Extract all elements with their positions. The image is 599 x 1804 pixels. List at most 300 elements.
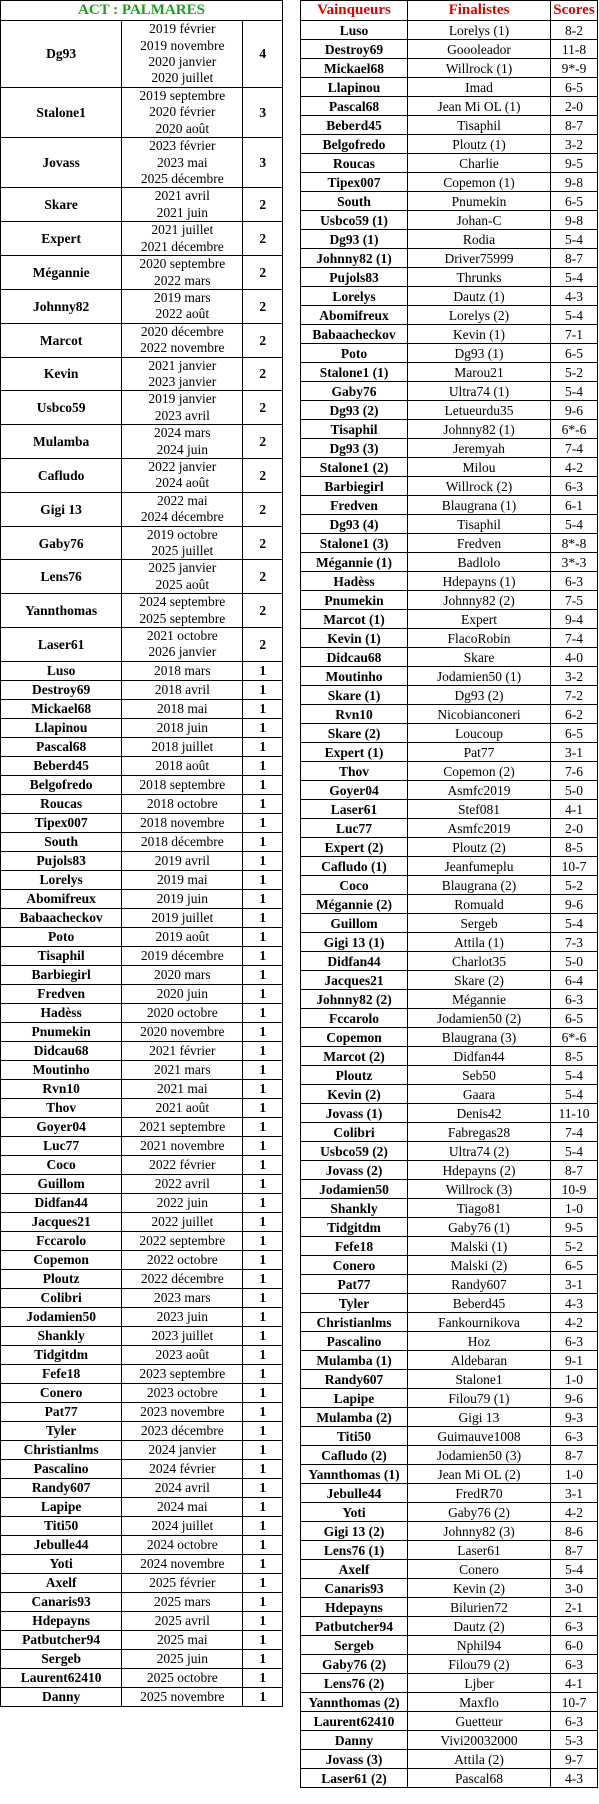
win-dates [122, 756, 243, 775]
result-row [301, 1712, 598, 1731]
palmares-row [1, 699, 283, 718]
score: 6-5 [551, 78, 598, 97]
win-dates [122, 628, 243, 662]
score: 7-4 [551, 439, 598, 458]
win-dates [122, 1155, 243, 1174]
finalist-name: Pat77 [408, 743, 551, 762]
player-name: Pascalino [1, 1459, 122, 1478]
win-count: 1 [243, 1687, 283, 1706]
score: 8-2 [551, 21, 598, 40]
score: 9-5 [551, 1218, 598, 1237]
palmares-row [1, 1554, 283, 1573]
score: 6-3 [551, 1655, 598, 1674]
score: 9*-9 [551, 59, 598, 78]
finalist-name: Tisaphil [408, 515, 551, 534]
win-dates [122, 1098, 243, 1117]
player-name: Yannthomas [1, 594, 122, 628]
finalist-name: Ljber [408, 1674, 551, 1693]
score: 7-3 [551, 933, 598, 952]
winner-name: Barbiegirl [301, 477, 408, 496]
finalist-name: Laser61 [408, 1541, 551, 1560]
finalist-name: Hoz [408, 1332, 551, 1351]
win-date: 2024 novembre [140, 1556, 225, 1572]
win-date: 2022 janvier [148, 458, 217, 474]
win-date: 2025 janvier [148, 560, 217, 576]
player-name: Skare [1, 188, 122, 222]
win-date: 2022 octobre [146, 1252, 218, 1268]
player-name: Lapipe [1, 1497, 122, 1516]
player-name: Didfan44 [1, 1193, 122, 1212]
finalist-name: Goooleador [408, 40, 551, 59]
win-count: 1 [243, 946, 283, 965]
win-date: 2019 février [149, 21, 216, 37]
results-header-row [301, 1, 598, 21]
result-row [301, 1731, 598, 1750]
player-name: Mégannie [1, 256, 122, 290]
winner-name: Gaby76 (2) [301, 1655, 408, 1674]
winner-name: Hadèss [301, 572, 408, 591]
player-name: Titi50 [1, 1516, 122, 1535]
palmares-row [1, 87, 283, 137]
winner-name: Lapipe [301, 1389, 408, 1408]
palmares-row [1, 1003, 283, 1022]
win-date: 2021 mai [156, 1081, 208, 1097]
player-name: Tidgitdm [1, 1345, 122, 1364]
win-date: 2025 juin [156, 1651, 208, 1667]
win-count: 1 [243, 908, 283, 927]
score: 4-3 [551, 1769, 598, 1788]
result-row [301, 477, 598, 496]
win-dates [122, 1022, 243, 1041]
win-dates [122, 1459, 243, 1478]
result-row [301, 1560, 598, 1579]
finalist-name: Copemon (2) [408, 762, 551, 781]
win-date: 2018 décembre [140, 834, 224, 850]
palmares-row [1, 851, 283, 870]
win-dates [122, 1193, 243, 1212]
palmares-row [1, 1250, 283, 1269]
finalist-name: Willrock (2) [408, 477, 551, 496]
score: 6-3 [551, 1427, 598, 1446]
win-dates [122, 1250, 243, 1269]
finalist-name: Imad [408, 78, 551, 97]
win-dates [122, 1269, 243, 1288]
player-name: Tipex007 [1, 813, 122, 832]
win-count: 1 [243, 1231, 283, 1250]
result-row [301, 762, 598, 781]
result-row [301, 401, 598, 420]
win-dates [122, 21, 243, 88]
player-name: Laser61 [1, 628, 122, 662]
finalist-name: Willrock (3) [408, 1180, 551, 1199]
result-row [301, 306, 598, 325]
win-count: 1 [243, 851, 283, 870]
winner-name: Expert (1) [301, 743, 408, 762]
win-dates [122, 1345, 243, 1364]
winner-name: Dg93 (4) [301, 515, 408, 534]
result-row [301, 439, 598, 458]
finalist-name: Filou79 (1) [408, 1389, 551, 1408]
winner-name: Yannthomas (1) [301, 1465, 408, 1484]
palmares-row [1, 870, 283, 889]
score: 6-3 [551, 477, 598, 496]
win-count: 1 [243, 794, 283, 813]
result-row [301, 1180, 598, 1199]
win-date: 2025 novembre [140, 1689, 225, 1705]
finalist-name: Gaby76 (2) [408, 1503, 551, 1522]
score: 5-4 [551, 306, 598, 325]
win-date: 2021 juillet [151, 222, 214, 238]
finalist-name: Copemon (1) [408, 173, 551, 192]
winner-name: Mickael68 [301, 59, 408, 78]
finalist-name: Pascal68 [408, 1769, 551, 1788]
win-date: 2024 avril [154, 1480, 210, 1496]
result-row [301, 135, 598, 154]
score: 6-3 [551, 990, 598, 1009]
palmares-row [1, 458, 283, 492]
player-name: Luso [1, 661, 122, 680]
result-row [301, 1579, 598, 1598]
win-date: 2020 mars [153, 967, 211, 983]
player-name: Kevin [1, 357, 122, 391]
win-dates [122, 1687, 243, 1706]
finalist-name: Driver75999 [408, 249, 551, 268]
win-count: 1 [243, 1516, 283, 1535]
palmares-row [1, 1288, 283, 1307]
winner-name: Luso [301, 21, 408, 40]
winner-name: Babaacheckov [301, 325, 408, 344]
win-date: 2020 septembre [139, 256, 226, 272]
result-row [301, 1465, 598, 1484]
palmares-row [1, 1421, 283, 1440]
winner-name: Lorelys [301, 287, 408, 306]
win-count: 1 [243, 1060, 283, 1079]
player-name: Fredven [1, 984, 122, 1003]
win-count: 2 [243, 323, 283, 357]
win-count: 1 [243, 1630, 283, 1649]
win-count: 1 [243, 1288, 283, 1307]
win-count: 1 [243, 1478, 283, 1497]
result-row [301, 1085, 598, 1104]
score: 9-7 [551, 1750, 598, 1769]
winner-name: Expert (2) [301, 838, 408, 857]
player-name: Randy607 [1, 1478, 122, 1497]
win-dates [122, 699, 243, 718]
finalist-name: Filou79 (2) [408, 1655, 551, 1674]
result-row [301, 1028, 598, 1047]
result-row [301, 743, 598, 762]
win-date: 2018 novembre [140, 815, 225, 831]
palmares-row [1, 661, 283, 680]
result-row [301, 819, 598, 838]
win-count: 1 [243, 832, 283, 851]
palmares-row [1, 775, 283, 794]
player-name: Tisaphil [1, 946, 122, 965]
win-count: 1 [243, 661, 283, 680]
palmares-row [1, 832, 283, 851]
finalist-name: Tisaphil [408, 116, 551, 135]
win-dates [122, 1516, 243, 1535]
finalist-name: Malski (2) [408, 1256, 551, 1275]
palmares-row [1, 1212, 283, 1231]
win-count: 2 [243, 357, 283, 391]
winner-name: Guillom [301, 914, 408, 933]
score: 7-4 [551, 1123, 598, 1142]
score: 1-0 [551, 1465, 598, 1484]
palmares-row [1, 1098, 283, 1117]
finalist-name: Sergeb [408, 914, 551, 933]
result-row [301, 1674, 598, 1693]
player-name: Shankly [1, 1326, 122, 1345]
result-row [301, 572, 598, 591]
win-count: 4 [243, 21, 283, 88]
result-row [301, 1009, 598, 1028]
result-row [301, 325, 598, 344]
win-date: 2020 février [149, 104, 216, 120]
player-name: Fccarolo [1, 1231, 122, 1250]
win-dates [122, 1117, 243, 1136]
win-dates [122, 1611, 243, 1630]
win-date: 2023 mai [156, 154, 208, 170]
palmares-row [1, 1231, 283, 1250]
win-dates [122, 1003, 243, 1022]
score: 5-4 [551, 1085, 598, 1104]
win-count: 1 [243, 1174, 283, 1193]
palmares-row [1, 1611, 283, 1630]
player-name: Belgofredo [1, 775, 122, 794]
win-count: 1 [243, 1459, 283, 1478]
win-count: 1 [243, 1497, 283, 1516]
player-name: Pujols83 [1, 851, 122, 870]
palmares-row [1, 256, 283, 290]
score: 11-8 [551, 40, 598, 59]
finalist-name: Stef081 [408, 800, 551, 819]
win-date: 2021 juin [156, 204, 208, 220]
score: 4-1 [551, 1674, 598, 1693]
score: 9-3 [551, 1408, 598, 1427]
palmares-row [1, 1459, 283, 1478]
result-row [301, 648, 598, 667]
score: 8*-8 [551, 534, 598, 553]
win-date: 2024 octobre [146, 1537, 218, 1553]
palmares-row [1, 889, 283, 908]
palmares-row [1, 222, 283, 256]
result-row [301, 1313, 598, 1332]
player-name: Luc77 [1, 1136, 122, 1155]
player-name: Abomifreux [1, 889, 122, 908]
winners-header: Vainqueurs [301, 1, 408, 21]
player-name: Expert [1, 222, 122, 256]
player-name: Yoti [1, 1554, 122, 1573]
win-dates [122, 526, 243, 560]
result-row [301, 173, 598, 192]
win-date: 2023 avril [154, 407, 210, 423]
result-row [301, 1066, 598, 1085]
win-date: 2025 février [149, 1575, 216, 1591]
winner-name: Belgofredo [301, 135, 408, 154]
palmares-row [1, 1079, 283, 1098]
palmares-row [1, 794, 283, 813]
player-name: Christianlms [1, 1440, 122, 1459]
win-dates [122, 1649, 243, 1668]
palmares-row [1, 1022, 283, 1041]
winner-name: Roucas [301, 154, 408, 173]
winner-name: Tisaphil [301, 420, 408, 439]
player-name: South [1, 832, 122, 851]
finalist-name: Johnny82 (3) [408, 1522, 551, 1541]
result-row [301, 1199, 598, 1218]
score: 9-8 [551, 211, 598, 230]
finalist-name: Fabregas28 [408, 1123, 551, 1142]
result-row [301, 1047, 598, 1066]
win-dates [122, 188, 243, 222]
win-count: 1 [243, 1155, 283, 1174]
win-count: 2 [243, 594, 283, 628]
win-count: 1 [243, 870, 283, 889]
palmares-row [1, 323, 283, 357]
palmares-row [1, 1364, 283, 1383]
finalist-name: Ploutz (1) [408, 135, 551, 154]
result-row [301, 1408, 598, 1427]
win-date: 2022 décembre [140, 1271, 224, 1287]
result-row [301, 667, 598, 686]
finalist-name: Blaugrana (2) [408, 876, 551, 895]
winner-name: Jebulle44 [301, 1484, 408, 1503]
finalist-name: Stalone1 [408, 1370, 551, 1389]
winner-name: Didcau68 [301, 648, 408, 667]
win-dates [122, 1136, 243, 1155]
score: 6*-6 [551, 420, 598, 439]
win-date: 2024 mars [153, 425, 211, 441]
win-dates [122, 1440, 243, 1459]
palmares-row [1, 188, 283, 222]
result-row [301, 838, 598, 857]
win-date: 2021 décembre [140, 238, 224, 254]
win-count: 2 [243, 526, 283, 560]
win-date: 2019 juillet [151, 910, 214, 926]
palmares-row [1, 289, 283, 323]
palmares-row [1, 1307, 283, 1326]
win-date: 2023 octobre [146, 1385, 218, 1401]
palmares-row [1, 1326, 283, 1345]
palmares-row [1, 813, 283, 832]
result-row [301, 78, 598, 97]
win-count: 2 [243, 222, 283, 256]
finalist-name: Charlie [408, 154, 551, 173]
finalist-name: Blaugrana (1) [408, 496, 551, 515]
win-date: 2021 octobre [146, 628, 218, 644]
win-count: 1 [243, 1269, 283, 1288]
win-count: 1 [243, 1022, 283, 1041]
win-date: 2022 février [149, 1157, 216, 1173]
winner-name: Laurent62410 [301, 1712, 408, 1731]
finalist-name: Expert [408, 610, 551, 629]
winner-name: Usbco59 (2) [301, 1142, 408, 1161]
win-count: 1 [243, 1649, 283, 1668]
result-row [301, 1256, 598, 1275]
finalist-name: Pnumekin [408, 192, 551, 211]
finalist-name: Asmfc2019 [408, 781, 551, 800]
result-row [301, 1351, 598, 1370]
palmares-row [1, 138, 283, 188]
player-name: Dg93 [1, 21, 122, 88]
win-date: 2020 novembre [140, 1024, 225, 1040]
win-dates [122, 1535, 243, 1554]
win-date: 2020 juin [156, 986, 208, 1002]
finalist-name: Gaby76 (1) [408, 1218, 551, 1237]
player-name: Jacques21 [1, 1212, 122, 1231]
result-row [301, 534, 598, 553]
winner-name: Canaris93 [301, 1579, 408, 1598]
palmares-row [1, 1516, 283, 1535]
score: 6-5 [551, 344, 598, 363]
palmares-row [1, 1041, 283, 1060]
result-row [301, 1218, 598, 1237]
player-name: Usbco59 [1, 391, 122, 425]
player-name: Destroy69 [1, 680, 122, 699]
finalist-name: Willrock (1) [408, 59, 551, 78]
finalist-name: Jodamien50 (2) [408, 1009, 551, 1028]
win-count: 2 [243, 458, 283, 492]
finalist-name: Jodamien50 (3) [408, 1446, 551, 1465]
score: 9-1 [551, 1351, 598, 1370]
score: 3-1 [551, 1275, 598, 1294]
finalist-name: Marou21 [408, 363, 551, 382]
score: 6-0 [551, 1636, 598, 1655]
win-date: 2019 janvier [148, 391, 217, 407]
result-row [301, 40, 598, 59]
win-dates [122, 1630, 243, 1649]
player-name: Rvn10 [1, 1079, 122, 1098]
finalist-name: Denis42 [408, 1104, 551, 1123]
result-row [301, 1617, 598, 1636]
win-count: 2 [243, 560, 283, 594]
finalist-name: Lorelys (2) [408, 306, 551, 325]
winner-name: Jovass (2) [301, 1161, 408, 1180]
win-count: 2 [243, 492, 283, 526]
win-dates [122, 984, 243, 1003]
palmares-row [1, 927, 283, 946]
win-date: 2023 août [155, 1347, 210, 1363]
finalist-name: Dg93 (1) [408, 344, 551, 363]
player-name: Marcot [1, 323, 122, 357]
winner-name: Jovass (1) [301, 1104, 408, 1123]
palmares-row [1, 1174, 283, 1193]
result-row [301, 382, 598, 401]
winner-name: Usbco59 (1) [301, 211, 408, 230]
win-dates [122, 832, 243, 851]
score: 7-6 [551, 762, 598, 781]
score: 2-1 [551, 1598, 598, 1617]
result-row [301, 705, 598, 724]
score: 5-4 [551, 230, 598, 249]
winner-name: Mulamba (2) [301, 1408, 408, 1427]
score: 6-3 [551, 572, 598, 591]
player-name: Llapinou [1, 718, 122, 737]
win-count: 2 [243, 188, 283, 222]
finalist-name: Jeremyah [408, 439, 551, 458]
winner-name: Poto [301, 344, 408, 363]
player-name: Jovass [1, 138, 122, 188]
player-name: Axelf [1, 1573, 122, 1592]
win-date: 2018 avril [154, 682, 210, 698]
win-count: 1 [243, 1117, 283, 1136]
player-name: Johnny82 [1, 289, 122, 323]
finalist-name: Guetteur [408, 1712, 551, 1731]
win-date: 2019 mars [153, 289, 211, 305]
win-dates [122, 870, 243, 889]
finalists-header: Finalistes [408, 1, 551, 21]
